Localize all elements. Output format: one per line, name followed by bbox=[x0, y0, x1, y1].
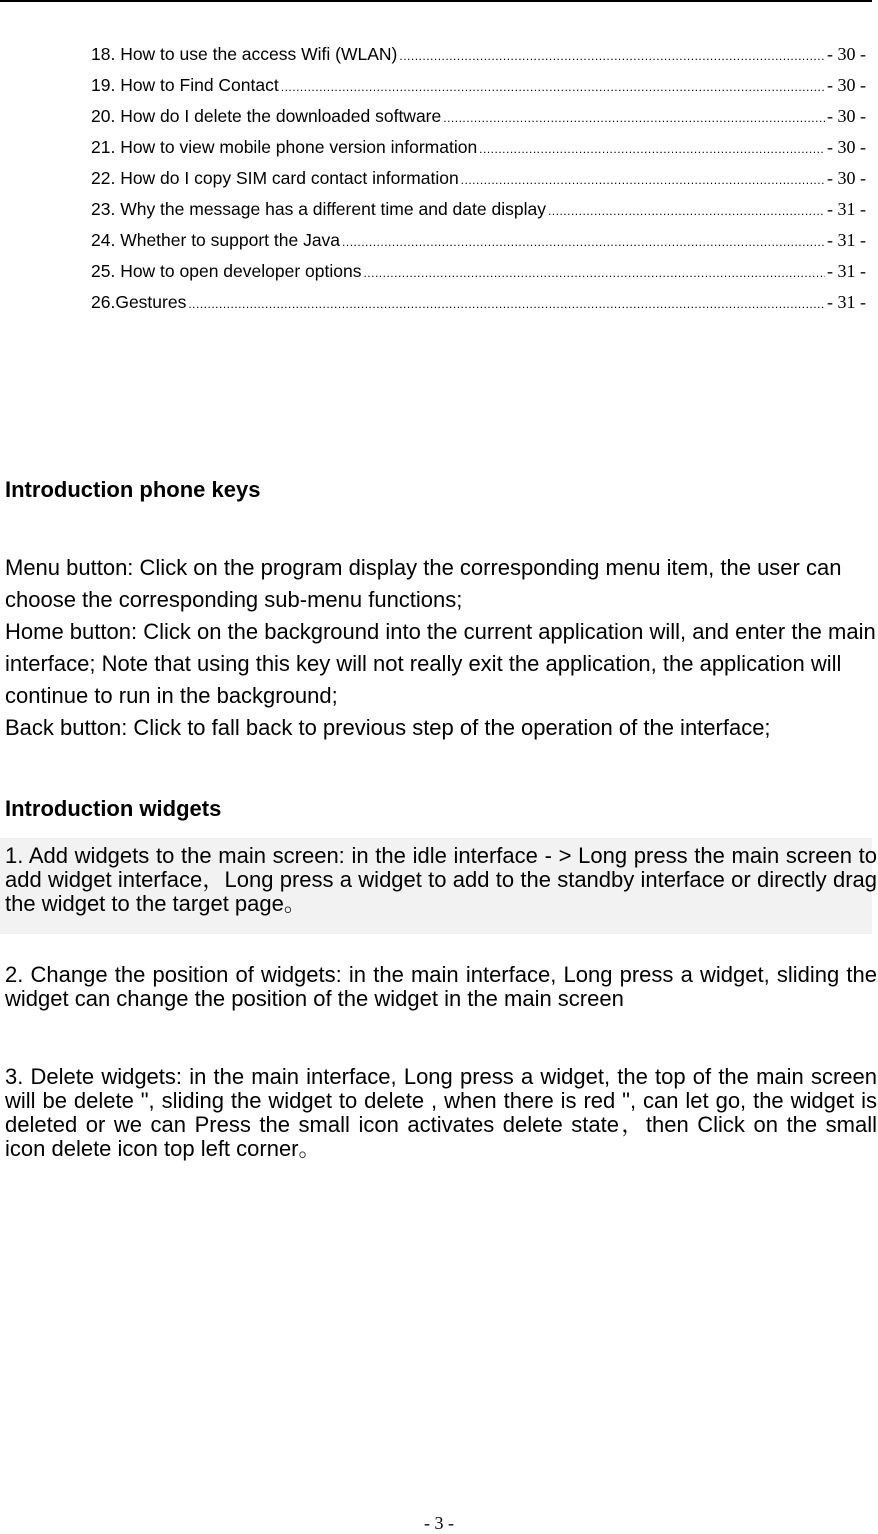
toc-entry-page: - 30 - bbox=[827, 75, 866, 95]
toc-leader bbox=[363, 259, 825, 287]
toc-entry-page: - 30 - bbox=[827, 168, 866, 188]
toc-entry[interactable] bbox=[91, 102, 866, 133]
toc-entry[interactable] bbox=[91, 71, 866, 102]
table-of-contents bbox=[91, 40, 866, 319]
toc-entry-title: 24. Whether to support the Java bbox=[91, 230, 341, 250]
toc-entry-page: - 30 - bbox=[827, 44, 866, 64]
add-widgets-paragraph: 1. Add widgets to the main screen: in the idle interface - > Long press the main screen to add widget interface，Long press a widget to add to the standby interface or directly drag the widget to the target page。 bbox=[5, 843, 877, 916]
section-heading-phone-keys: Introduction phone keys bbox=[5, 477, 261, 502]
toc-entry[interactable] bbox=[91, 40, 866, 71]
toc-entry-page: - 31 - bbox=[827, 261, 866, 281]
page-number: - 3 - bbox=[424, 1513, 454, 1533]
toc-leader bbox=[443, 104, 825, 132]
back-button-description: Back button: Click to fall back to previous step of the operation of the interface; bbox=[5, 715, 771, 740]
toc-entry-title: 23. Why the message has a different time and date display bbox=[91, 199, 546, 219]
toc-entry-title: 19. How to Find Contact bbox=[91, 75, 279, 95]
toc-entry[interactable] bbox=[91, 226, 866, 257]
toc-entry-title: 20. How do I delete the downloaded software bbox=[91, 106, 442, 126]
toc-entry-page: - 31 - bbox=[827, 292, 866, 312]
toc-leader bbox=[342, 228, 825, 256]
toc-leader bbox=[548, 197, 825, 225]
toc-leader bbox=[479, 135, 825, 163]
toc-entry-title: 18. How to use the access Wifi (WLAN) bbox=[91, 44, 398, 64]
toc-leader bbox=[461, 166, 825, 194]
toc-entry[interactable] bbox=[91, 257, 866, 288]
phone-keys-description bbox=[5, 552, 877, 744]
menu-button-description: Menu button: Click on the program display the corresponding menu item, the user can choose the corresponding sub-menu functions; bbox=[5, 555, 842, 612]
toc-leader bbox=[188, 290, 825, 318]
home-button-description: Home button: Click on the background into the current application will, and enter the main interface; Note that using this key will not really exit the application, the application will continue to run in the background; bbox=[5, 619, 876, 708]
delete-widgets-paragraph: 3. Delete widgets: in the main interface, Long press a widget, the top of the main screen will be delete ", sliding the widget to delete , when there is red ", can let go, the widget is deleted or we can Press the small icon activates delete state，then Click on the small icon delete icon top left corner。 bbox=[5, 1064, 877, 1161]
toc-leader bbox=[399, 42, 825, 70]
change-widgets-paragraph: 2. Change the position of widgets: in the main interface, Long press a widget, sliding the widget can change the position of the widget in the main screen bbox=[5, 962, 877, 1011]
toc-entry[interactable] bbox=[91, 195, 866, 226]
toc-entry-page: - 30 - bbox=[827, 137, 866, 157]
section-heading-widgets: Introduction widgets bbox=[5, 796, 222, 821]
toc-entry-title: 25. How to open developer options bbox=[91, 261, 362, 281]
top-rule bbox=[0, 0, 872, 2]
toc-entry-title: 26.Gestures bbox=[91, 292, 187, 312]
toc-entry-title: 21. How to view mobile phone version information bbox=[91, 137, 478, 157]
toc-entry[interactable] bbox=[91, 164, 866, 195]
toc-entry[interactable] bbox=[91, 133, 866, 164]
toc-leader bbox=[281, 73, 825, 101]
toc-entry[interactable] bbox=[91, 288, 866, 319]
toc-entry-page: - 31 - bbox=[827, 230, 866, 250]
toc-entry-page: - 31 - bbox=[827, 199, 866, 219]
toc-entry-page: - 30 - bbox=[827, 106, 866, 126]
toc-entry-title: 22. How do I copy SIM card contact information bbox=[91, 168, 459, 188]
